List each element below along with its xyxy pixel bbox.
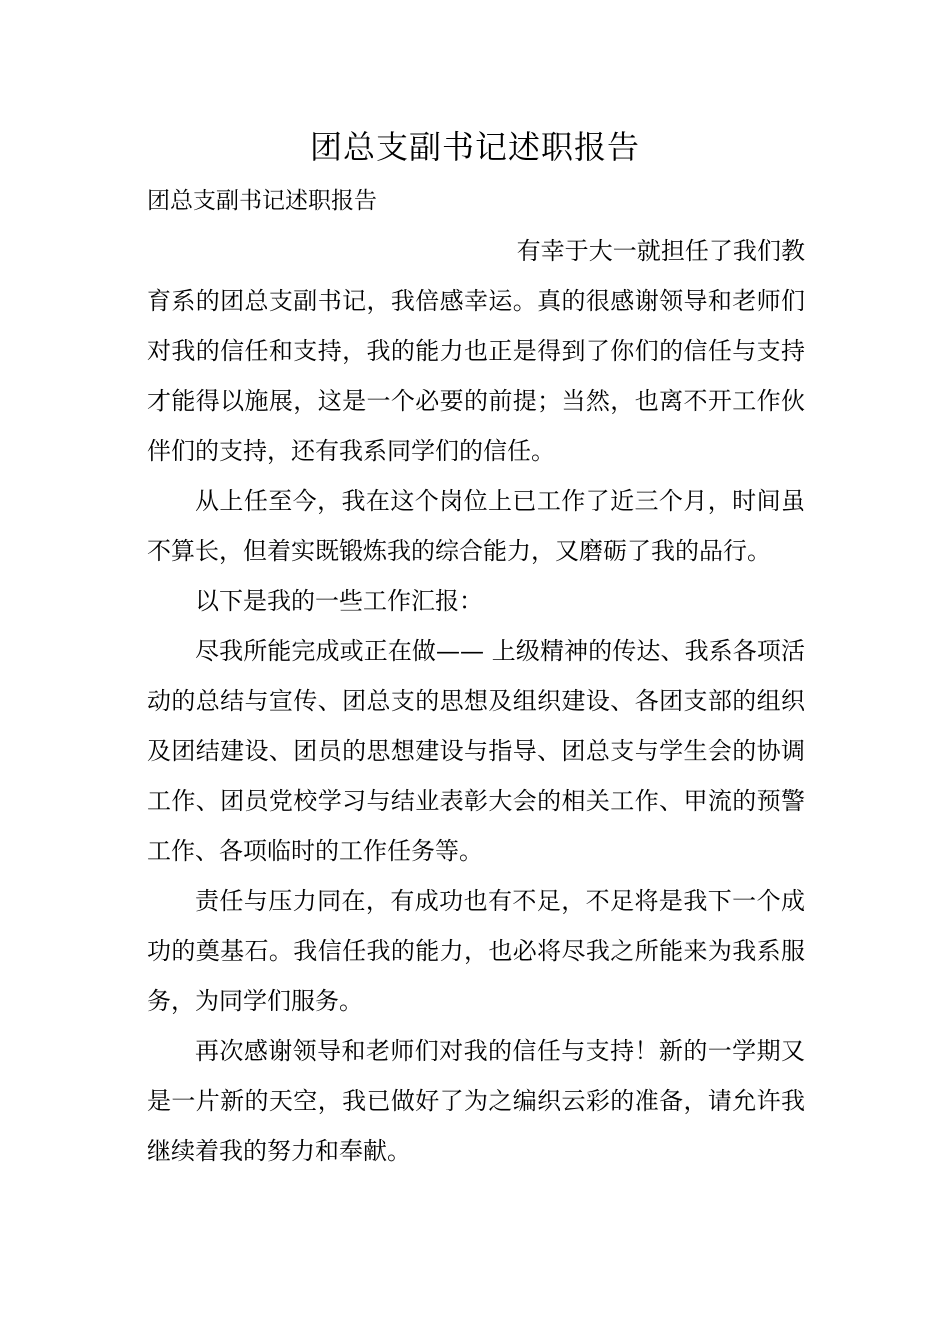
paragraph-6: 再次感谢领导和老师们对我的信任与支持！新的一学期又是一片新的天空，我已做好了为之编织云彩的准备，请允许我继续着我的努力和奉献。 xyxy=(147,1037,805,1165)
paragraph-1: 有幸于大一就担任了我们教育系的团总支副书记，我倍感幸运。真的很感谢领导和老师们对我的信任和支持，我的能力也正是得到了你们的信任与支持才能得以施展，这是一个必要的前提；当然，也离不开工作伙伴们的支持，还有我系同学们的信任。 xyxy=(147,237,805,465)
paragraph-5: 责任与压力同在，有成功也有不足，不足将是我下一个成功的奠基石。我信任我的能力，也必将尽我之所能来为我系服务，为同学们服务。 xyxy=(147,887,805,1015)
document-body xyxy=(147,176,805,1176)
paragraph-3: 以下是我的一些工作汇报： xyxy=(195,587,483,615)
paragraph-4: 尽我所能完成或正在做—— 上级精神的传达、我系各项活动的总结与宣传、团总支的思想及组织建设、各团支部的组织及团结建设、团员的思想建设与指导、团总支与学生会的协调工作、团员党校学习与结业表彰大会的相关工作、甲流的预警工作、各项临时的工作任务等。 xyxy=(147,637,805,865)
document-subtitle: 团总支副书记述职报告 xyxy=(147,188,377,214)
paragraph-2: 从上任至今，我在这个岗位上已工作了近三个月，时间虽不算长，但着实既锻炼我的综合能力，又磨砺了我的品行。 xyxy=(147,487,805,565)
document-title: 团总支副书记述职报告 xyxy=(309,128,640,166)
